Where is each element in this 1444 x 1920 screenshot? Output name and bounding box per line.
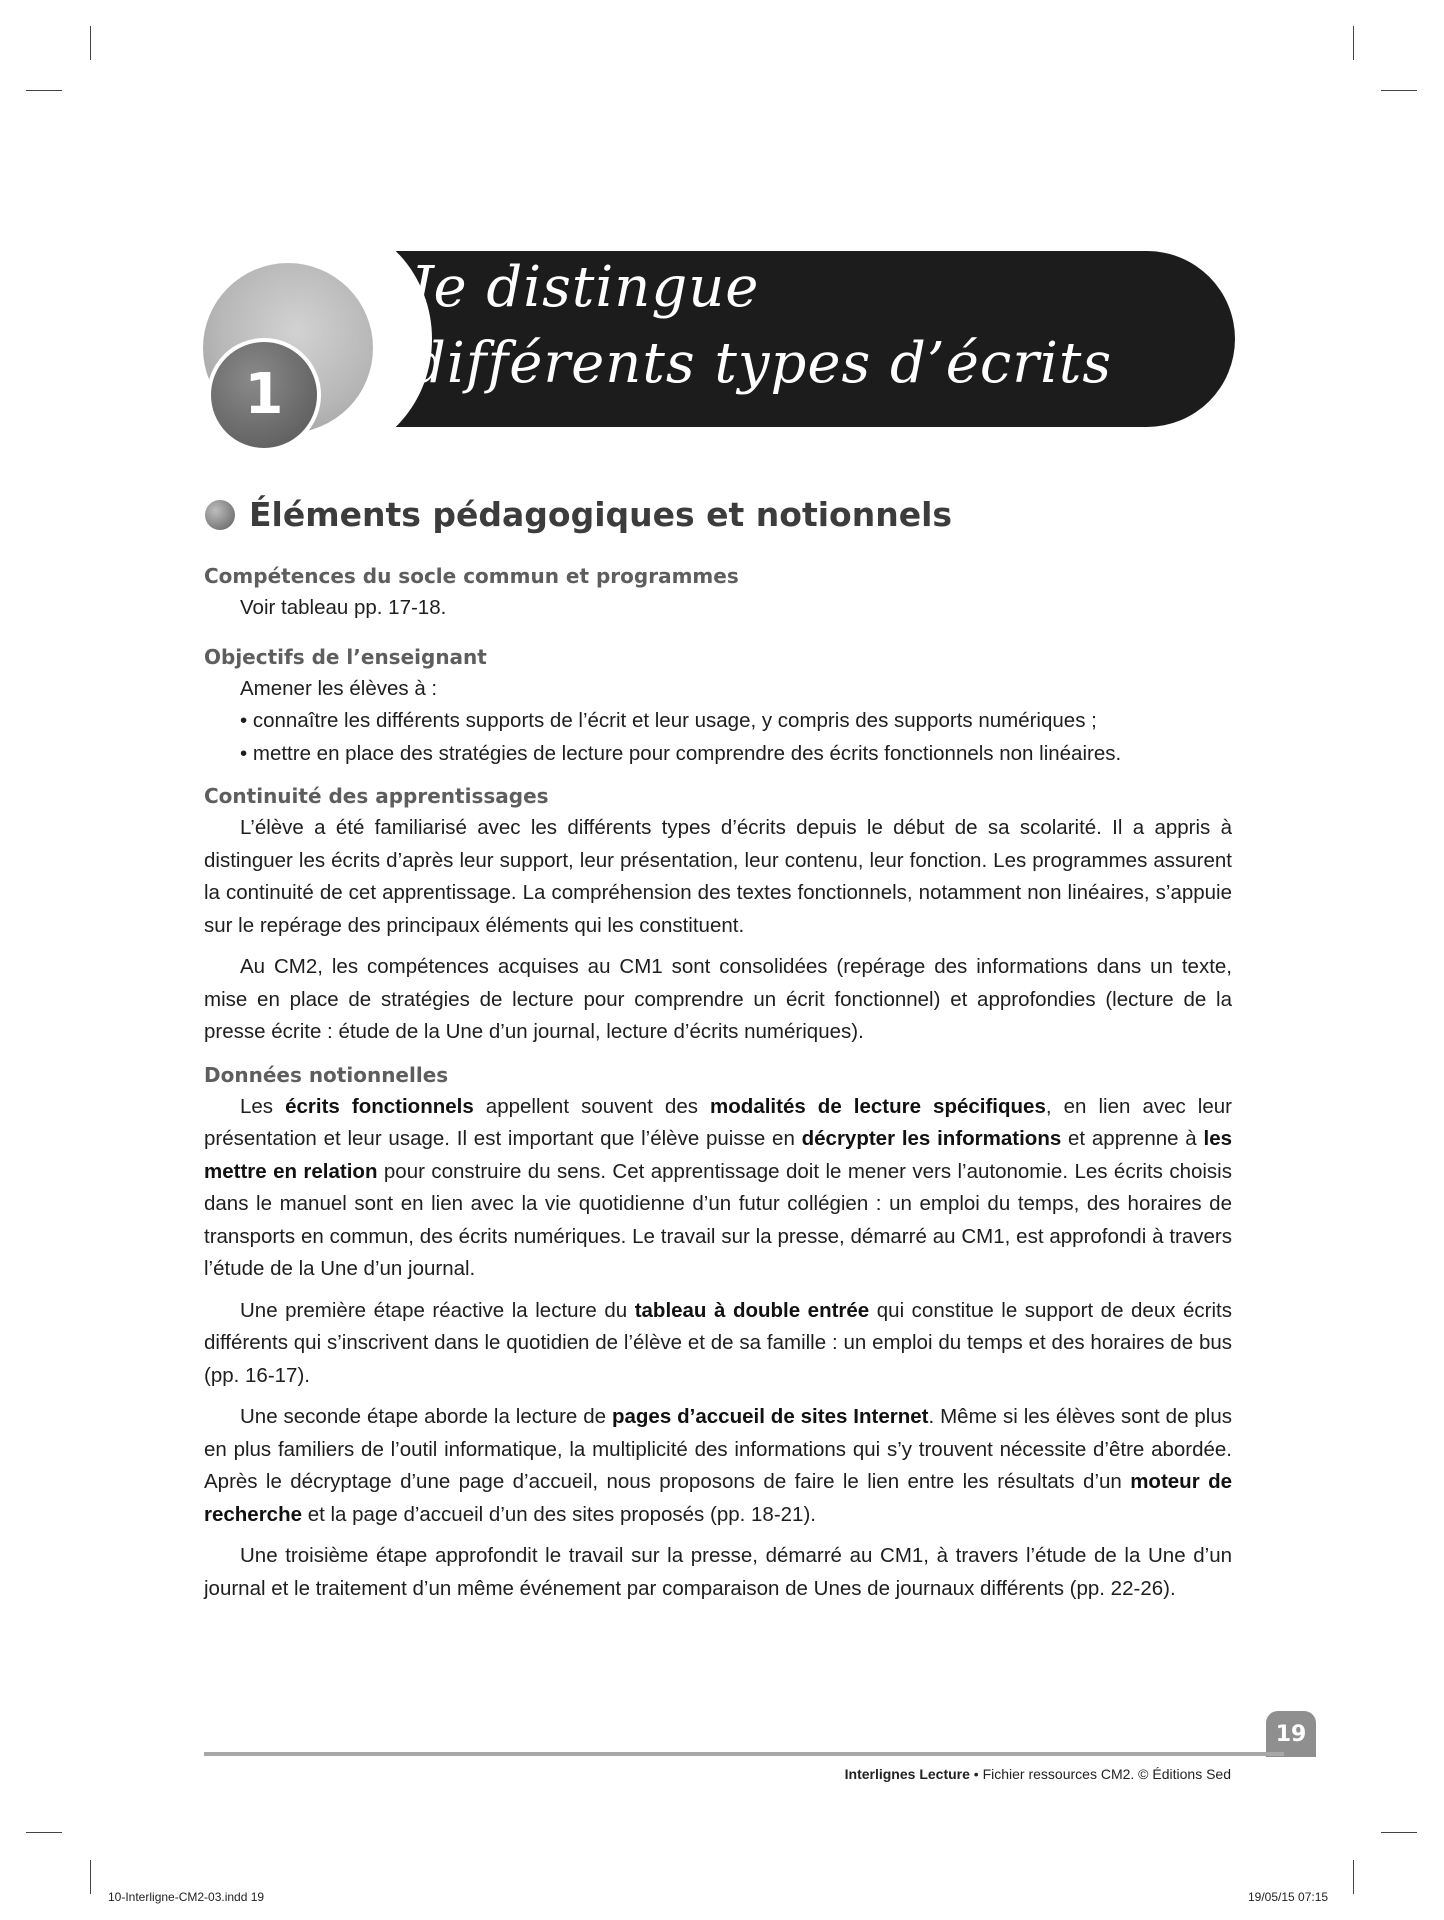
emphasis: décrypter les informations <box>801 1127 1062 1150</box>
donnees-heading: Données notionnelles <box>204 1062 449 1087</box>
emphasis: tableau à double entrée <box>634 1298 870 1322</box>
footer-credit <box>845 1766 1231 1782</box>
page-content <box>204 560 1232 1605</box>
emphasis: pages d’accueil de sites Internet <box>611 1405 929 1428</box>
objectifs-heading: Objectifs de l’enseignant <box>204 644 487 669</box>
page-number: 19 <box>1266 1711 1316 1757</box>
continuite-paragraph-1: L’élève a été familiarisé avec les différents types d’écrits depuis le début de sa scolarité. Il a appris à distinguer les écrits d’après leur support, leur présentation, leur contenu, leur fonction. Les programmes assurent la continuité de cet apprentissage. La compréhension des textes fonctionnels, notamment non linéaires, s’appuie sur le repérage des principaux éléments qui les constituent. <box>204 816 1232 937</box>
chapter-number: 1 <box>207 338 321 452</box>
objectifs-bullet: • connaître les différents supports de l’écrit et leur usage, y compris des supports numériques ; <box>240 709 1097 732</box>
slug-file: 10-Interligne-CM2-03.indd 19 <box>108 1890 265 1904</box>
crop-mark-bottom-left <box>90 1860 91 1894</box>
section-heading <box>205 495 952 534</box>
donnees-paragraph-3: Une seconde étape aborde la lecture de pages d’accueil de sites Internet. Même si les élèves sont de plus en plus familiers de l’outil informatique, la multiplicité des informations qui s’y trouvent nécessite d’être abordée. Après le décryptage d’une page d’accueil, nous proposons de faire le lien entre les résultats d’un moteur de recherche et la page d’accueil d’un des sites proposés (pp. 18-21). <box>204 1405 1233 1526</box>
donnees-paragraph-1: Les écrits fonctionnels appellent souvent des modalités de lecture spécifiques, en lien avec leur présentation et leur usage. Il est important que l’élève puisse en décrypter les informations et apprenne à les mettre en relation pour construire du sens. Cet apprentissage doit le mener vers l’autonomie. Les écrits choisis dans le manuel sont en lien avec la vie quotidienne d’un futur collégien : un emploi du temps, des horaires de transports en commun, des écrits numériques. Le travail sur la presse, démarré au CM1, est approfondi à travers l’étude de la Une d’un journal. <box>204 1094 1232 1280</box>
emphasis: les mettre en relation <box>204 1127 1232 1183</box>
crop-mark-bottom-left-h <box>26 1832 62 1833</box>
crop-mark-bottom-right <box>1353 1860 1354 1894</box>
crop-mark-bottom-right-h <box>1381 1832 1417 1833</box>
footer-brand: Interlignes Lecture <box>844 1766 970 1782</box>
crop-mark-top-left-h <box>26 90 62 91</box>
bullet-dot-icon <box>205 500 235 530</box>
footer-credit-text: • Fichier ressources CM2. © Éditions Sed <box>969 1766 1231 1782</box>
crop-mark-top-right-h <box>1381 90 1417 91</box>
continuite-heading: Continuité des apprentissages <box>204 784 549 808</box>
crop-mark-top-left <box>90 26 91 60</box>
crop-mark-top-right <box>1353 26 1354 60</box>
objectifs-intro: Amener les élèves à : <box>240 676 438 700</box>
donnees-paragraph-4: Une troisième étape approfondit le travail sur la presse, démarré au CM1, à travers l’étude de la Une d’un journal et le traitement d’un même événement par comparaison de Unes de journaux différents (pp. 22-26). <box>204 1544 1232 1600</box>
section-title: Éléments pédagogiques et notionnels <box>249 495 953 534</box>
emphasis: moteur de recherche <box>204 1470 1232 1526</box>
competences-text: Voir tableau pp. 17-18. <box>240 596 447 619</box>
slug-datetime: 19/05/15 07:15 <box>1248 1890 1329 1904</box>
competences-heading: Compétences du socle commun et programmes <box>204 564 739 588</box>
footer-rule <box>204 1752 1284 1756</box>
chapter-title <box>410 250 1210 402</box>
emphasis: écrits fonctionnels <box>285 1094 474 1118</box>
chapter-title-line2: différents types d’écrits <box>410 331 1113 396</box>
donnees-paragraph-2: Une première étape réactive la lecture du tableau à double entrée qui constitue le support de deux écrits différents qui s’inscrivent dans le quotidien de l’élève et de sa famille : un emploi du temps et des horaires de bus (pp. 16-17). <box>204 1298 1233 1387</box>
continuite-paragraph-2: Au CM2, les compétences acquises au CM1 sont consolidées (repérage des informations dans un texte, mise en place de stratégies de lecture pour comprendre un écrit fonctionnel) et approfondies (lecture de la presse écrite : étude de la Une d’un journal, lecture d’écrits numériques). <box>204 955 1232 1043</box>
objectifs-bullet: • mettre en place des stratégies de lecture pour comprendre des écrits fonctionnels non linéaires. <box>240 741 1122 765</box>
emphasis: modalités de lecture spécifiques <box>710 1094 1046 1118</box>
chapter-title-line1: Je distingue <box>410 255 760 320</box>
